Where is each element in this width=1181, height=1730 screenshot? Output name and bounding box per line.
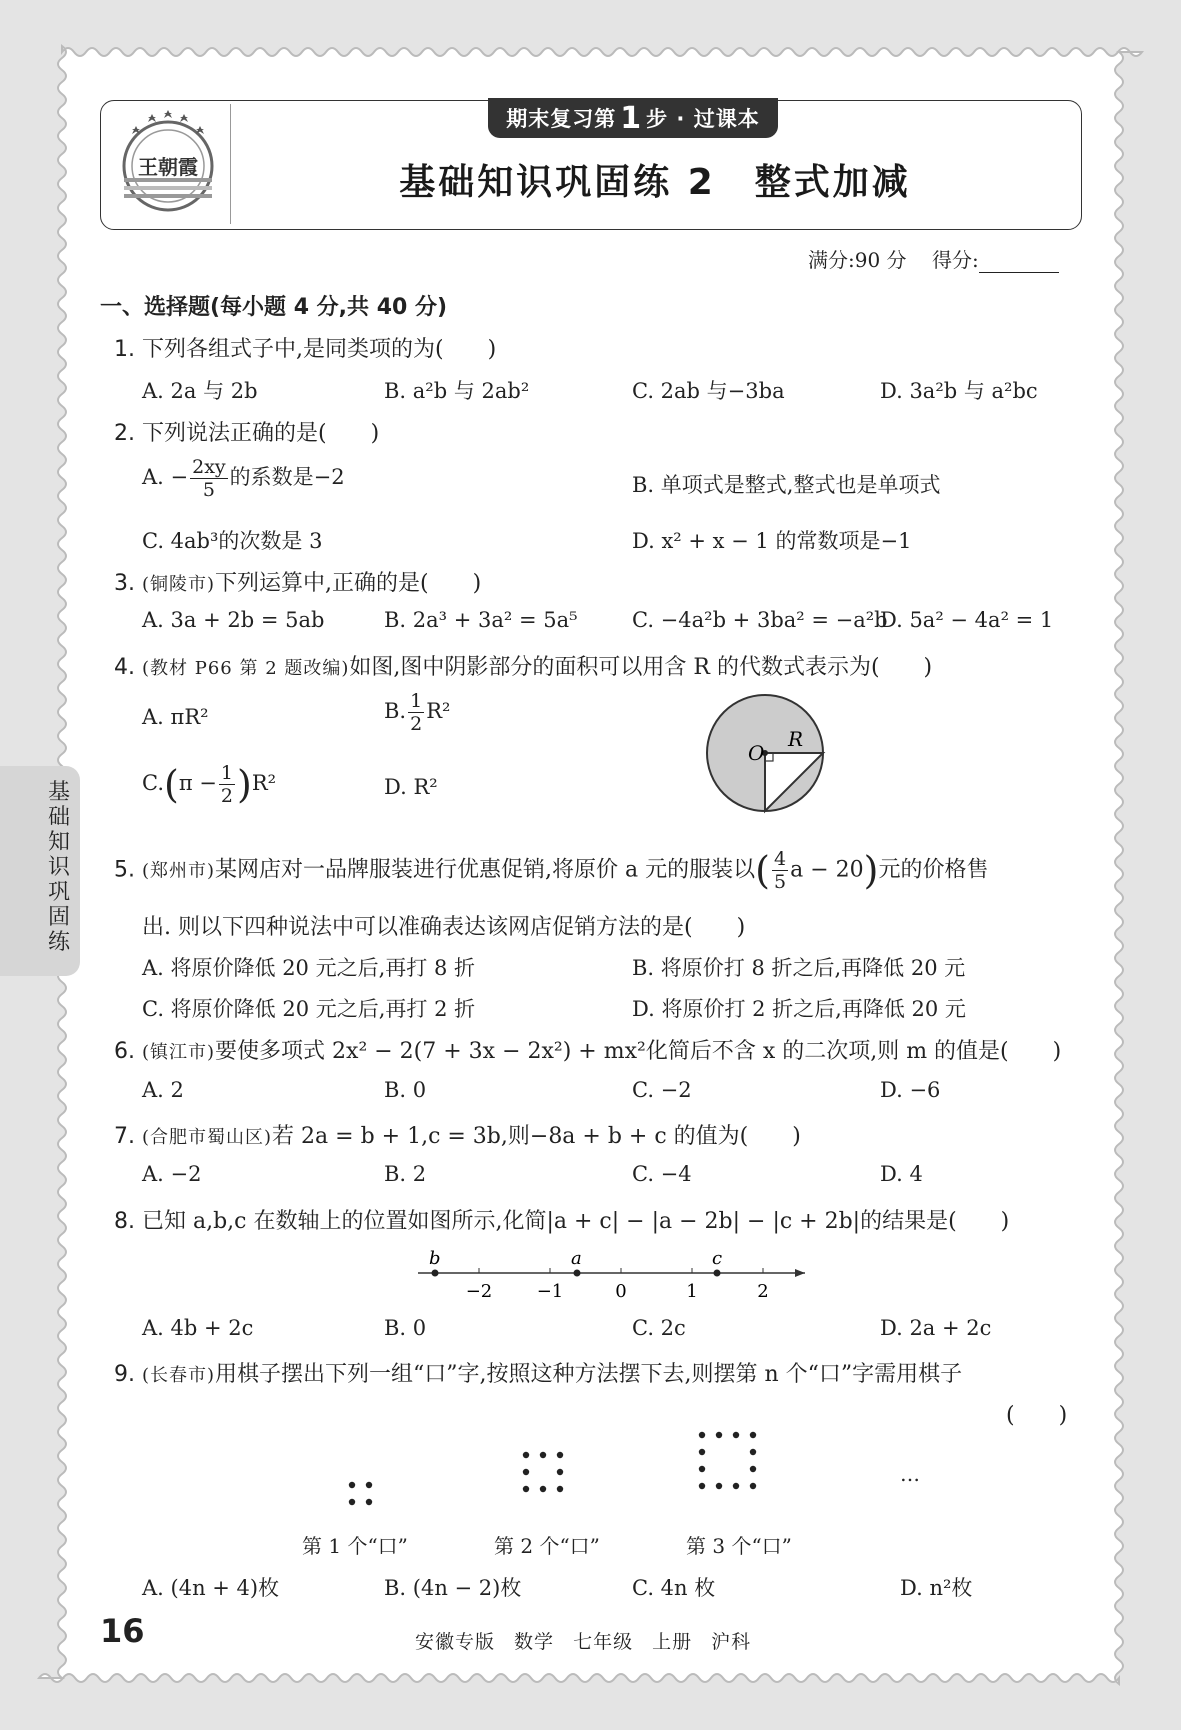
question-source: (教材 P66 第 2 题改编) — [142, 658, 350, 679]
chess-piece — [716, 1432, 722, 1438]
question-number: 5. — [114, 857, 135, 883]
option-b[interactable]: B. 0 — [384, 1316, 427, 1340]
chess-piece — [699, 1466, 705, 1472]
svg-text:王朝霞: 王朝霞 — [138, 155, 198, 179]
question-number: 7. — [114, 1124, 135, 1149]
score-blank[interactable] — [979, 252, 1059, 273]
question-number: 6. — [114, 1039, 135, 1064]
chess-piece — [750, 1466, 756, 1472]
radius-label: R — [788, 727, 804, 751]
option-b[interactable]: B. (4n − 2)枚 — [384, 1576, 522, 1600]
question-number: 8. — [114, 1209, 135, 1234]
chess-piece — [699, 1432, 705, 1438]
fraction-denominator: 5 — [773, 871, 787, 893]
fraction-numerator: 4 — [773, 848, 787, 870]
chess-piece — [750, 1449, 756, 1455]
question-5: 5. (郑州市)某网店对一品牌服装进行优惠促销,将原价 a 元的服装以( $\frac{4}{5}$ a − 20)元的价格售 — [114, 848, 989, 893]
circle-figure — [700, 688, 830, 818]
point-b-label: b — [429, 1248, 441, 1269]
page-title: 基础知识巩固练 2 整式加减 — [399, 162, 911, 203]
option-c-prefix: C. — [142, 771, 164, 795]
option-c-pi: π − — [178, 771, 217, 795]
option-d[interactable]: D. 5a² − 4a² = 1 — [880, 608, 1054, 632]
ellipsis: … — [900, 1462, 920, 1486]
chess-piece — [716, 1483, 722, 1489]
tick-label: 0 — [615, 1281, 627, 1302]
fraction-denominator: 2 — [220, 785, 233, 807]
question-stem: 用棋子摆出下列一组“口”字,按照这种方法摆下去,则摆第 n 个“口”字需用棋子 — [215, 1362, 963, 1387]
chess-piece — [733, 1483, 739, 1489]
tick-label: 1 — [686, 1281, 698, 1302]
chess-piece — [523, 1452, 529, 1458]
tick-label: −1 — [536, 1281, 564, 1302]
question-stem: 下列各组式子中,是同类项的为( ) — [142, 337, 497, 362]
chess-piece — [540, 1452, 546, 1458]
center-label: O — [748, 741, 765, 765]
option-a[interactable] — [142, 456, 345, 501]
question-source: (长春市) — [142, 1365, 216, 1386]
question-stem: 下列运算中,正确的是( ) — [215, 571, 482, 596]
option-d[interactable]: D. R² — [384, 775, 438, 799]
option-d[interactable]: D. 3a²b 与 a²bc — [880, 379, 1038, 403]
option-a[interactable]: A. 将原价降低 20 元之后,再打 8 折 — [142, 956, 475, 980]
footer-text: 安徽专版 数学 七年级 上册 沪科 — [415, 1631, 752, 1653]
point-a-label: a — [571, 1248, 582, 1269]
question-stem-mid: a − 20 — [790, 857, 864, 883]
fraction-numerator: 1 — [220, 762, 233, 784]
score-line — [808, 244, 1059, 273]
tick-label: −2 — [465, 1281, 493, 1302]
question-6 — [114, 1034, 1061, 1065]
question-stem: 若 2a = b + 1,c = 3b,则−8a + b + c 的值为( ) — [272, 1124, 801, 1149]
question-1 — [114, 332, 496, 363]
option-a[interactable]: A. 4b + 2c — [142, 1316, 254, 1340]
section-title: 一、选择题(每小题 4 分,共 40 分) — [100, 295, 448, 320]
fraction-denominator: 5 — [202, 479, 215, 501]
option-c[interactable]: C.(π − $\frac{1}{2}$ )R² — [142, 762, 277, 807]
chess-piece — [557, 1452, 563, 1458]
option-d[interactable]: D. 将原价打 2 折之后,再降低 20 元 — [632, 997, 966, 1021]
question-source: (镇江市) — [142, 1042, 216, 1063]
question-8 — [114, 1204, 1009, 1235]
question-stem: 某网店对一品牌服装进行优惠促销,将原价 a 元的服装以 — [215, 857, 756, 883]
option-c-suffix: R² — [251, 771, 277, 795]
option-b[interactable]: B. a²b 与 2ab² — [384, 379, 530, 403]
question-9 — [114, 1357, 962, 1388]
pattern-caption-1: 第 1 个“口” — [302, 1534, 408, 1558]
step-tab-number: 1 — [620, 100, 643, 136]
question-2 — [114, 416, 379, 447]
option-a[interactable]: A. 3a + 2b = 5ab — [142, 608, 325, 632]
fraction-numerator: 1 — [410, 690, 423, 712]
question-number: 9. — [114, 1362, 135, 1387]
option-d[interactable]: D. 2a + 2c — [880, 1316, 992, 1340]
full-score: 满分:90 分 — [808, 248, 907, 272]
point-c-label: c — [712, 1248, 723, 1269]
question-3 — [114, 566, 481, 597]
option-c[interactable]: C. 2c — [632, 1316, 686, 1340]
option-a[interactable]: A. −2 — [142, 1162, 202, 1186]
question-number: 2. — [114, 421, 135, 446]
option-d[interactable]: D. x² + x − 1 的常数项是−1 — [632, 529, 912, 553]
question-stem: 下列说法正确的是( ) — [142, 421, 380, 446]
question-source: (郑州市) — [142, 860, 216, 882]
page-number: 16 — [100, 1612, 145, 1650]
number-line — [410, 1245, 810, 1315]
option-a[interactable]: A. 2a 与 2b — [142, 379, 258, 403]
chess-piece — [349, 1499, 355, 1505]
chess-piece — [366, 1499, 372, 1505]
option-d[interactable]: D. 4 — [880, 1162, 923, 1186]
question-source: (铜陵市) — [142, 574, 216, 595]
option-a[interactable]: A. πR² — [142, 705, 209, 729]
question-5-line2: 出. 则以下四种说法中可以准确表达该网店促销方法的是( ) — [142, 915, 746, 940]
chess-piece — [523, 1486, 529, 1492]
chess-piece — [523, 1469, 529, 1475]
fraction-numerator: 2xy — [192, 456, 226, 478]
option-b[interactable]: B. 2 — [384, 1162, 427, 1186]
option-a[interactable]: A. (4n + 4)枚 — [142, 1576, 280, 1600]
chess-piece — [699, 1483, 705, 1489]
option-c[interactable]: C. −4 — [632, 1162, 692, 1186]
question-number: 1. — [114, 337, 135, 362]
option-c[interactable]: C. −4a²b + 3ba² = −a²b — [632, 608, 888, 632]
option-a-prefix: A. − — [142, 465, 189, 489]
option-a-suffix: 的系数是−2 — [229, 465, 345, 489]
option-c[interactable]: C. 4n 枚 — [632, 1576, 716, 1600]
chess-piece — [557, 1469, 563, 1475]
chess-piece — [750, 1483, 756, 1489]
chess-piece — [699, 1449, 705, 1455]
question-4 — [114, 650, 932, 681]
option-d[interactable]: D. n²枚 — [900, 1576, 973, 1600]
question-stem-end: 元的价格售 — [878, 857, 989, 883]
chess-piece — [540, 1486, 546, 1492]
fraction — [772, 848, 788, 893]
fraction-denominator: 2 — [410, 713, 423, 735]
option-b[interactable]: B. 单项式是整式,整式也是单项式 — [632, 473, 941, 497]
step-tab-pre: 期末复习第 — [506, 107, 617, 131]
fraction — [190, 456, 228, 501]
fraction — [408, 690, 424, 735]
option-b-prefix: B. — [384, 699, 407, 723]
answer-paren: ( ) — [1006, 1403, 1068, 1428]
pattern-caption-3: 第 3 个“口” — [686, 1534, 792, 1558]
option-b[interactable] — [384, 690, 450, 735]
chess-piece — [733, 1432, 739, 1438]
option-b[interactable]: B. 2a³ + 3a² = 5a⁵ — [384, 608, 578, 632]
option-c[interactable]: C. −2 — [632, 1078, 692, 1102]
question-stem: 要使多项式 2x² − 2(7 + 3x − 2x²) + mx²化简后不含 x 的二次项,则 m 的值是( ) — [215, 1039, 1062, 1064]
question-number: 3. — [114, 571, 135, 596]
option-b-suffix: R² — [426, 699, 451, 723]
pattern-caption-2: 第 2 个“口” — [494, 1534, 600, 1558]
step-tab — [488, 98, 778, 138]
fraction — [219, 762, 235, 807]
option-c[interactable]: C. 4ab³的次数是 3 — [142, 529, 323, 553]
score-label: 得分: — [931, 248, 979, 272]
side-tab-label: 基础知识巩固练 — [47, 780, 70, 955]
question-7 — [114, 1119, 801, 1150]
chess-pattern — [330, 1430, 810, 1520]
chess-piece — [750, 1432, 756, 1438]
question-number: 4. — [114, 655, 135, 680]
option-c[interactable]: C. 2ab 与−3ba — [632, 379, 785, 403]
publisher-logo — [114, 106, 222, 218]
tick-label: 2 — [757, 1281, 769, 1302]
option-b[interactable]: B. 将原价打 8 折之后,再降低 20 元 — [632, 956, 966, 980]
chess-piece — [557, 1486, 563, 1492]
chess-piece — [366, 1482, 372, 1488]
step-tab-post: 步 · 过课本 — [646, 107, 760, 131]
question-stem: 已知 a,b,c 在数轴上的位置如图所示,化简|a + c| − |a − 2b| − |c + 2b|的结果是( ) — [142, 1209, 1010, 1234]
option-b[interactable]: B. 0 — [384, 1078, 427, 1102]
chess-piece — [349, 1482, 355, 1488]
option-a[interactable]: A. 2 — [142, 1078, 184, 1102]
question-source: (合肥市蜀山区) — [142, 1127, 273, 1148]
question-stem: 如图,图中阴影部分的面积可以用含 R 的代数式表示为( ) — [349, 655, 933, 680]
option-c[interactable]: C. 将原价降低 20 元之后,再打 2 折 — [142, 997, 476, 1021]
option-d[interactable]: D. −6 — [880, 1078, 941, 1102]
